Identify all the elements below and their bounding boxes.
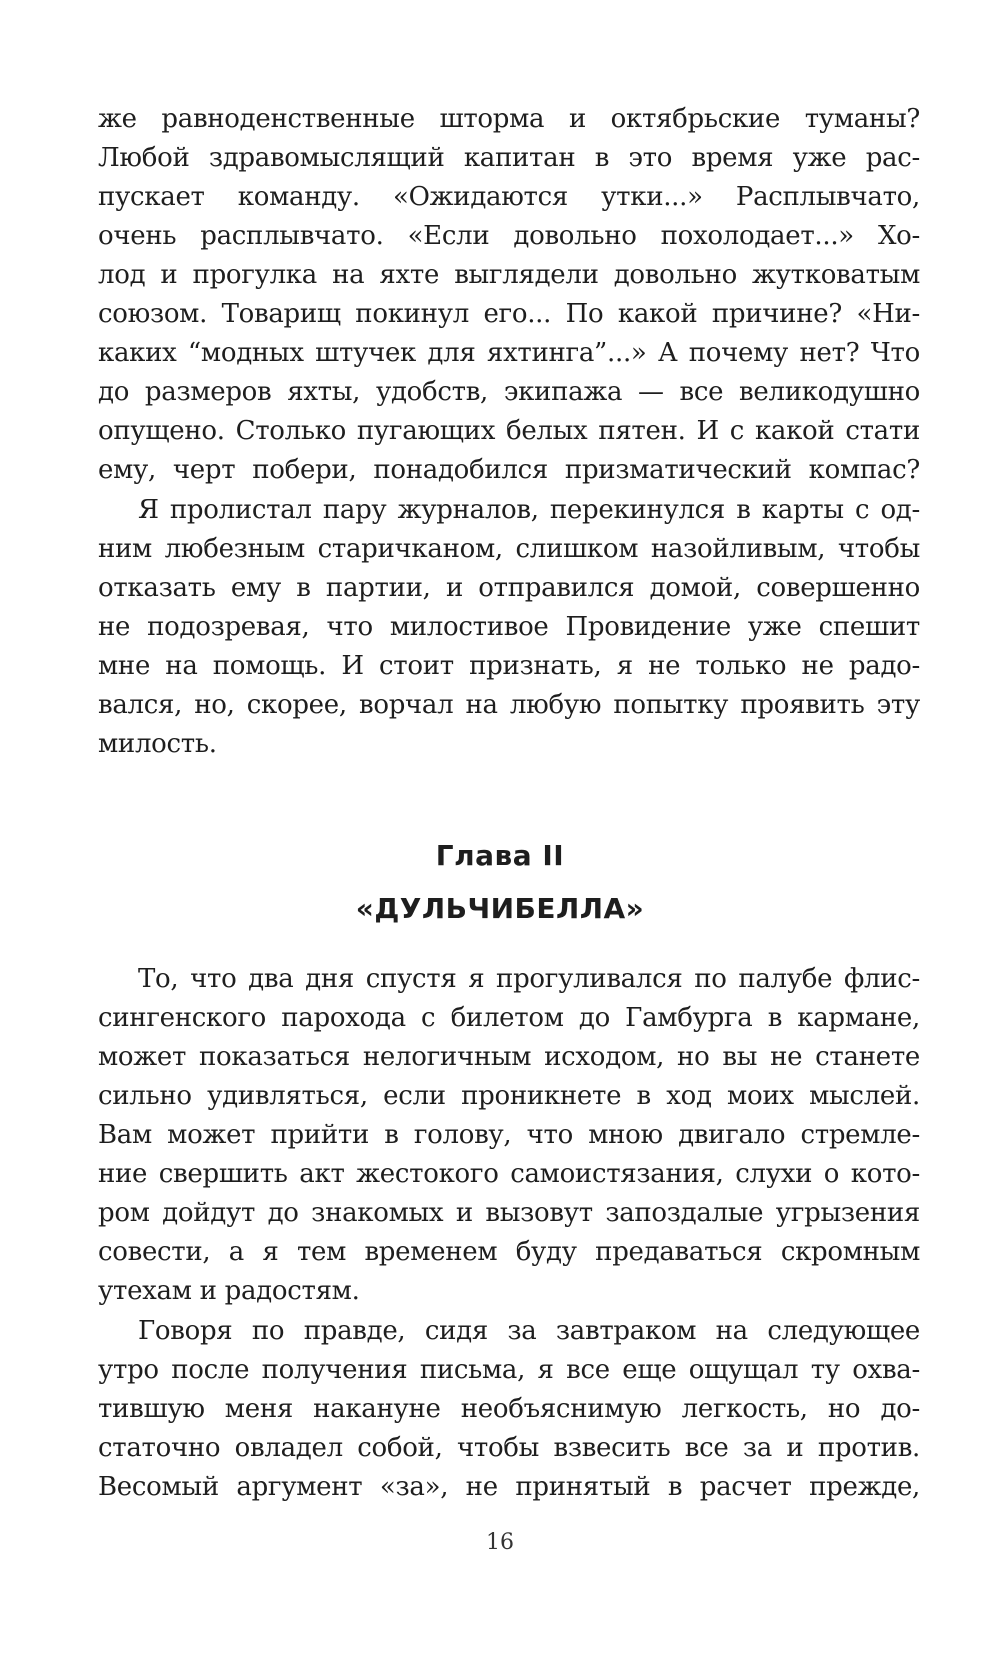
- text-line: может показаться нелогичным исходом, но вы не станете: [98, 1042, 920, 1072]
- text-line: отказать ему в партии, и отправился домой, совершенно: [98, 573, 920, 603]
- text-line: пускает команду. «Ожидаются утки...» Расплывчато,: [98, 182, 920, 212]
- paragraph: [98, 491, 920, 764]
- text-line: каких “модных штучек для яхтинга”...» А почему нет? Что: [98, 338, 920, 368]
- text-line: совести, а я тем временем буду предаваться скромным: [98, 1237, 920, 1267]
- text-line: тившую меня накануне необъяснимую легкость, но до-: [98, 1394, 920, 1424]
- text-line: Вам может прийти в голову, что мною двигало стремле-: [98, 1120, 920, 1150]
- text-line: утро после получения письма, я все еще ощущал ту охва-: [98, 1355, 920, 1385]
- page-number: 16: [486, 1530, 514, 1555]
- text-line: ним любезным старичканом, слишком назойливым, чтобы: [98, 534, 920, 564]
- text-line: сильно удивляться, если проникнете в ход моих мыслей.: [98, 1081, 920, 1111]
- text-line: сингенского парохода с билетом до Гамбурга в кармане,: [98, 1003, 920, 1033]
- text-line: союзом. Товарищ покинул его... По какой причине? «Ни-: [98, 299, 920, 329]
- text-line: Любой здравомыслящий капитан в это время уже рас-: [98, 143, 920, 173]
- text-line: статочно овладел собой, чтобы взвесить все за и против.: [98, 1433, 920, 1463]
- text-line: милость.: [98, 729, 217, 759]
- text-line: лод и прогулка на яхте выглядели довольно жутковатым: [98, 260, 920, 290]
- text-line: вался, но, скорее, ворчал на любую попытку проявить эту: [98, 690, 920, 720]
- text-line: Говоря по правде, сидя за завтраком на следующее: [138, 1316, 920, 1346]
- text-line: То, что два дня спустя я прогуливался по палубе флис-: [138, 964, 920, 994]
- text-line: ром дойдут до знакомых и вызовут запоздалые угрызения: [98, 1198, 920, 1228]
- text-line: Я пролистал пару журналов, перекинулся в карты с од-: [138, 495, 920, 525]
- chapter-number: Глава II: [435, 839, 565, 872]
- text-line: ему, черт побери, понадобился призматический компас?: [98, 455, 920, 485]
- paragraph-continuation: [98, 100, 920, 490]
- text-line: Весомый аргумент «за», не принятый в расчет прежде,: [98, 1472, 920, 1502]
- text-line: очень расплывчато. «Если довольно похолодает...» Хо-: [98, 221, 920, 251]
- text-line: же равноденственные шторма и октябрьские туманы?: [98, 104, 920, 134]
- text-line: утехам и радостям.: [98, 1276, 360, 1306]
- paragraph: [98, 1312, 920, 1507]
- text-line: ние свершить акт жестокого самоистязания, слухи о кото-: [98, 1159, 920, 1189]
- text-line: не подозревая, что милостивое Провидение уже спешит: [98, 612, 920, 642]
- chapter-title: «ДУЛЬЧИБЕЛЛА»: [355, 892, 645, 925]
- text-line: опущено. Столько пугающих белых пятен. И с какой стати: [98, 416, 920, 446]
- text-line: до размеров яхты, удобств, экипажа — все великодушно: [98, 377, 920, 407]
- paragraph: [98, 960, 920, 1311]
- text-line: мне на помощь. И стоит признать, я не только не радо-: [98, 651, 920, 681]
